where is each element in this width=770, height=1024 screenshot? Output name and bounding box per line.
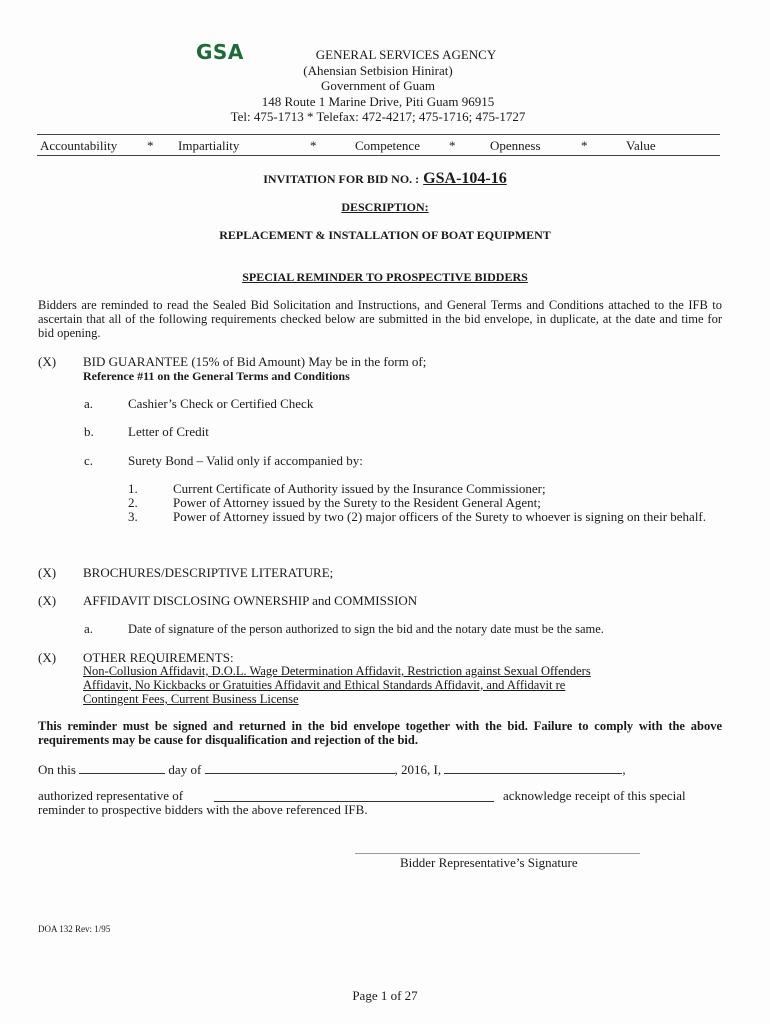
surety-item-power-of-attorney: Power of Attorney issued by the Surety to the Resident General Agent; [173, 495, 541, 510]
value-competence: Competence [355, 138, 420, 153]
values-bar [40, 138, 720, 154]
option-letter: c. [84, 453, 94, 468]
reminder-heading: SPECIAL REMINDER TO PROSPECTIVE BIDDERS [242, 270, 528, 284]
ifb-line [0, 170, 770, 188]
comma: , [622, 762, 626, 777]
bid-guarantee-reference: Reference #11 on the General Terms and Conditions [83, 369, 350, 383]
surety-num: 2. [128, 495, 138, 510]
agency-phones: Tel: 475-1713 * Telefax: 472-4217; 475-1716; 475-1727 [230, 109, 526, 124]
acknowledgment-line-2: reminder to prospective bidders with the above referenced IFB. [38, 802, 368, 817]
company-blank[interactable] [214, 790, 494, 802]
compliance-notice: This reminder must be signed and returned in the bid envelope together with the bid. Failure to comply with the above requirements may be cause for disqualification and rejection of the bid. [38, 719, 722, 747]
brochures-text: BROCHURES/DESCRIPTIVE LITERATURE; [83, 565, 334, 580]
agency-native-name: (Ahensian Setbision Hinirat) [303, 62, 453, 78]
option-letter-of-credit: Letter of Credit [128, 424, 209, 439]
form-code: DOA 132 Rev: 1/95 [38, 924, 111, 934]
surety-num: 1. [128, 481, 138, 496]
acknowledgment-line-1 [38, 762, 722, 777]
option-letter: a. [84, 396, 94, 411]
surety-num: 3. [128, 509, 138, 524]
reminder-intro: Bidders are reminded to read the Sealed Bid Solicitation and Instructions, and General Terms and Conditions attached to the IFB to ascertain that all of the following requirements checked below are submitted in the bid envelope, in duplicate, at the date and time for bid opening. [38, 298, 722, 340]
other-line-2: Affidavit, No Kickbacks or Gratuities Affidavit and Ethical Standards Affidavit, and Affidavit re [83, 678, 566, 692]
value-value: Value [626, 138, 656, 153]
signature-line[interactable] [355, 853, 640, 854]
affidavit-mark: (X) [38, 593, 57, 608]
other-line-3: Contingent Fees, Current Business License [83, 692, 299, 706]
signature-label: Bidder Representative’s Signature [400, 855, 578, 870]
page-number: Page 1 of 27 [352, 988, 418, 1003]
agency-name: GENERAL SERVICES AGENCY [315, 47, 497, 62]
option-letter: b. [84, 424, 94, 439]
name-blank[interactable] [444, 762, 622, 774]
bid-guarantee-title: BID GUARANTEE (15% of Bid Amount) May be in the form of; [83, 354, 427, 369]
month-blank[interactable] [205, 762, 395, 774]
description-text: REPLACEMENT & INSTALLATION OF BOAT EQUIPMENT [219, 228, 551, 242]
bid-guarantee-mark: (X) [38, 354, 57, 369]
agency-address: 148 Route 1 Marine Drive, Piti Guam 96915 [261, 93, 495, 109]
other-mark: (X) [38, 650, 57, 665]
other-title: OTHER REQUIREMENTS: [83, 650, 234, 665]
surety-item-certificate: Current Certificate of Authority issued by the Insurance Commissioner; [173, 481, 546, 496]
on-this-label: On this [38, 762, 76, 777]
authorized-label: authorized representative of [38, 788, 184, 803]
value-separator: * [147, 138, 154, 153]
affidavit-sub-text: Date of signature of the person authorized to sign the bid and the notary date must be the same. [128, 622, 604, 636]
agency-header [150, 47, 606, 125]
affidavit-text: AFFIDAVIT DISCLOSING OWNERSHIP and COMMISSION [83, 593, 418, 608]
values-bottom-rule [37, 155, 720, 156]
affidavit-sub-letter: a. [84, 621, 94, 636]
other-line-1: Non-Collusion Affidavit, D.O.L. Wage Determination Affidavit, Restriction against Sexual Offenders [83, 664, 591, 678]
value-separator: * [449, 138, 456, 153]
agency-government: Government of Guam [320, 78, 436, 93]
ifb-label: INVITATION FOR BID NO. : [263, 172, 420, 186]
day-blank[interactable] [79, 762, 165, 774]
acknowledge-tail: acknowledge receipt of this special [503, 788, 686, 803]
option-cashiers-check: Cashier’s Check or Certified Check [128, 396, 314, 411]
option-surety-bond: Surety Bond – Valid only if accompanied by: [128, 453, 363, 468]
values-top-rule [37, 134, 720, 135]
gsa-logo: GSA [196, 40, 244, 64]
year-label: , 2016, I, [394, 762, 442, 777]
brochures-mark: (X) [38, 565, 57, 580]
value-separator: * [581, 138, 588, 153]
value-accountability: Accountability [40, 138, 118, 153]
description-heading: DESCRIPTION: [341, 200, 429, 214]
surety-item-officers: Power of Attorney issued by two (2) major officers of the Surety to whoever is signing on their behalf. [173, 509, 707, 524]
ifb-number: GSA-104-16 [423, 170, 507, 187]
value-impartiality: Impartiality [178, 138, 240, 153]
value-openness: Openness [490, 138, 541, 153]
value-separator: * [310, 138, 317, 153]
day-of-label: day of [168, 762, 202, 777]
